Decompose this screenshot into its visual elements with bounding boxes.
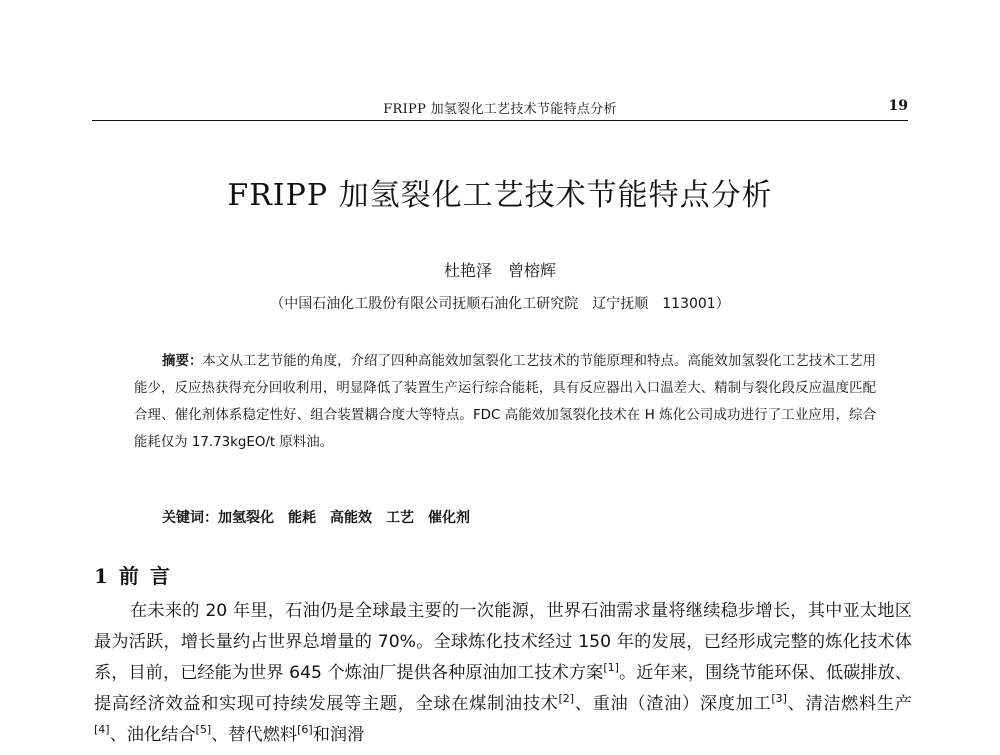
paragraph-text: 。近年来，围绕节能环保、低碳排放、提高经济效益和实现可持续发展等主题，全球在煤制油技术	[94, 663, 912, 714]
authors: 杜艳泽 曾榕辉	[443, 261, 556, 280]
citation-ref: [4]	[94, 723, 110, 736]
paragraph-text: 在未来的 20 年里，石油仍是全球最主要的一次能源，世界石油需求量将继续稳步增长，其中亚太地区最为活跃，增长量约占世界总增量的 70%。全球炼化技术经过 150 年的发展，已经形成完整的炼化技术体系，目前，已经能为世界 645 个炼油厂提供各种原油加工技术方案	[94, 601, 912, 683]
affiliation: （中国石油化工股份有限公司抚顺石油化工研究院 辽宁抚顺 113001）	[270, 296, 730, 312]
keywords-label: 关键词：	[162, 510, 218, 526]
abstract-label: 摘要：	[162, 354, 203, 369]
running-header	[92, 98, 908, 121]
running-title: FRIPP 加氢裂化工艺技术节能特点分析	[383, 102, 617, 117]
keywords	[162, 507, 470, 527]
section-heading-introduction: 1 前 言	[94, 564, 172, 588]
abstract-text: 本文从工艺节能的角度，介绍了四种高能效加氢裂化工艺技术的节能原理和特点。高能效加氢裂化工艺技术工艺用能少，反应热获得充分回收利用，明显降低了装置生产运行综合能耗，具有反应器出入口温差大、精制与裂化段反应温度匹配合理、催化剂体系稳定性好、组合装置耦合度大等特点。FDC 高能效加氢裂化技术在 H 炼化公司成功进行了工业应用，综合能耗仅为 17.73kgEO/t 原料油。	[134, 354, 876, 450]
abstract	[134, 348, 876, 456]
paragraph-text: 、替代燃料	[211, 725, 298, 745]
paragraph-text: 、重油（渣油）深度加工	[574, 694, 772, 714]
paragraph-text: 、清洁燃料生产	[786, 694, 912, 714]
article-title: FRIPP 加氢裂化工艺技术节能特点分析	[227, 178, 773, 213]
keywords-list: 加氢裂化 能耗 高能效 工艺 催化剂	[218, 510, 470, 526]
citation-ref: [1]	[603, 661, 619, 674]
citation-ref: [5]	[195, 723, 212, 736]
paragraph-text: 和润滑	[312, 725, 365, 745]
citation-ref: [3]	[771, 692, 787, 705]
paragraph-text: 、油化结合	[109, 725, 196, 745]
introduction-paragraph	[94, 596, 912, 751]
page-number: 19	[888, 98, 908, 114]
citation-ref: [6]	[297, 723, 313, 736]
citation-ref: [2]	[558, 692, 575, 705]
